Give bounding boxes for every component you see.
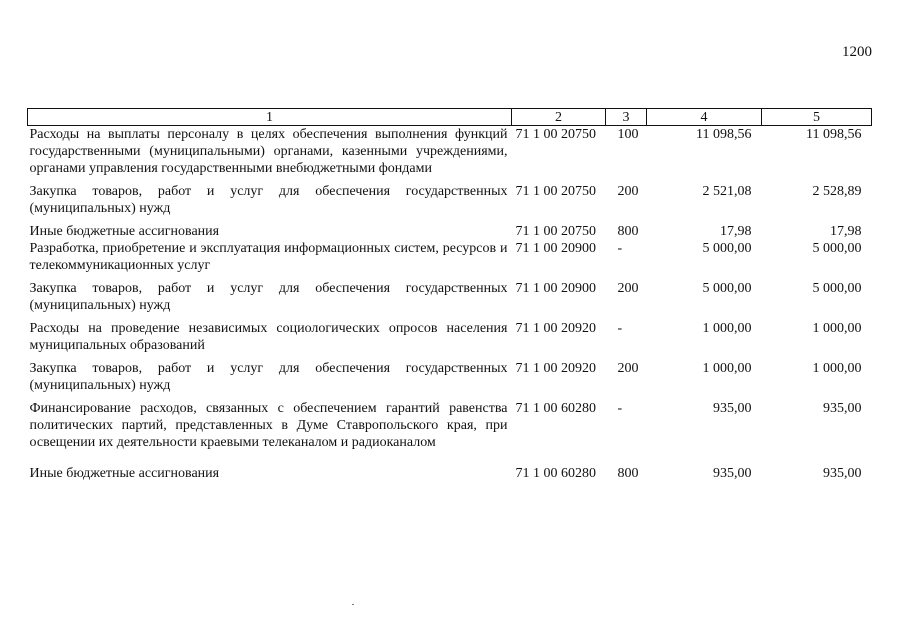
table-row: [28, 314, 872, 354]
row-name: Иные бюджетные ассигнования: [29, 224, 220, 239]
row-value-4: 5 000,00: [702, 281, 752, 296]
row-name: Расходы на проведение независимых социологических опросов населения муниципальных образований: [29, 321, 508, 353]
row-value-5: 935,00: [823, 466, 862, 481]
row-code: 71 1 00 20750: [515, 224, 596, 239]
row-code: 71 1 00 20750: [515, 127, 596, 142]
budget-table: [27, 108, 872, 482]
row-value-5: 5 000,00: [812, 241, 862, 256]
header-col-3: 3: [606, 109, 647, 126]
row-value-5: 1 000,00: [812, 321, 862, 336]
row-name: Иные бюджетные ассигнования: [29, 466, 220, 481]
table-row: [28, 240, 872, 274]
page-number: 1200: [842, 44, 872, 60]
row-type: 200: [617, 184, 639, 199]
row-code: 71 1 00 20920: [515, 321, 596, 336]
table-row: [28, 354, 872, 394]
row-type: -: [617, 401, 623, 416]
row-code: 71 1 00 20900: [515, 241, 596, 256]
row-value-4: 935,00: [713, 401, 752, 416]
row-name: Расходы на выплаты персоналу в целях обеспечения выполнения функций государственными (муниципальными) органами, казенными учреждениями, органами управления государственными внебюджетными фондами: [29, 127, 508, 176]
table-row: [28, 274, 872, 314]
row-code: 71 1 00 20900: [515, 281, 596, 296]
row-value-5: 17,98: [830, 224, 862, 239]
row-value-4: 1 000,00: [702, 361, 752, 376]
table-row: [28, 394, 872, 451]
table-row: [28, 177, 872, 217]
row-type: 800: [617, 224, 639, 239]
row-value-4: 11 098,56: [696, 127, 752, 142]
row-value-4: 5 000,00: [702, 241, 752, 256]
row-value-4: 1 000,00: [702, 321, 752, 336]
row-name: Разработка, приобретение и эксплуатация информационных систем, ресурсов и телекоммуникационных услуг: [29, 241, 508, 273]
header-col-4: 4: [647, 109, 762, 126]
row-value-5: 935,00: [823, 401, 862, 416]
row-type: 100: [617, 127, 639, 142]
table-row: [28, 451, 872, 482]
header-col-5: 5: [762, 109, 872, 126]
row-type: 200: [617, 281, 639, 296]
table-header-row: [28, 109, 872, 126]
scan-speck: [352, 604, 354, 605]
row-value-5: 5 000,00: [812, 281, 862, 296]
row-type: -: [617, 321, 623, 336]
row-code: 71 1 00 60280: [515, 466, 596, 481]
row-value-4: 17,98: [720, 224, 752, 239]
row-value-5: 2 528,89: [812, 184, 862, 199]
header-col-1: 1: [28, 109, 512, 126]
row-name: Закупка товаров, работ и услуг для обеспечения государственных (муниципальных) нужд: [29, 184, 508, 216]
row-type: 200: [617, 361, 639, 376]
row-code: 71 1 00 20920: [515, 361, 596, 376]
row-type: -: [617, 241, 623, 256]
row-value-4: 935,00: [713, 466, 752, 481]
row-type: 800: [617, 466, 639, 481]
row-name: Закупка товаров, работ и услуг для обеспечения государственных (муниципальных) нужд: [29, 361, 508, 393]
row-code: 71 1 00 60280: [515, 401, 596, 416]
row-name: Закупка товаров, работ и услуг для обеспечения государственных (муниципальных) нужд: [29, 281, 508, 313]
header-col-2: 2: [512, 109, 606, 126]
row-value-5: 1 000,00: [812, 361, 862, 376]
table-row: [28, 217, 872, 240]
row-code: 71 1 00 20750: [515, 184, 596, 199]
row-value-5: 11 098,56: [806, 127, 862, 142]
table-row: [28, 126, 872, 178]
row-name: Финансирование расходов, связанных с обеспечением гарантий равенства политических партий, представленных в Думе Ставропольского края, при освещении их деятельности краевыми телеканалом и радиоканалом: [29, 401, 508, 450]
row-value-4: 2 521,08: [702, 184, 752, 199]
